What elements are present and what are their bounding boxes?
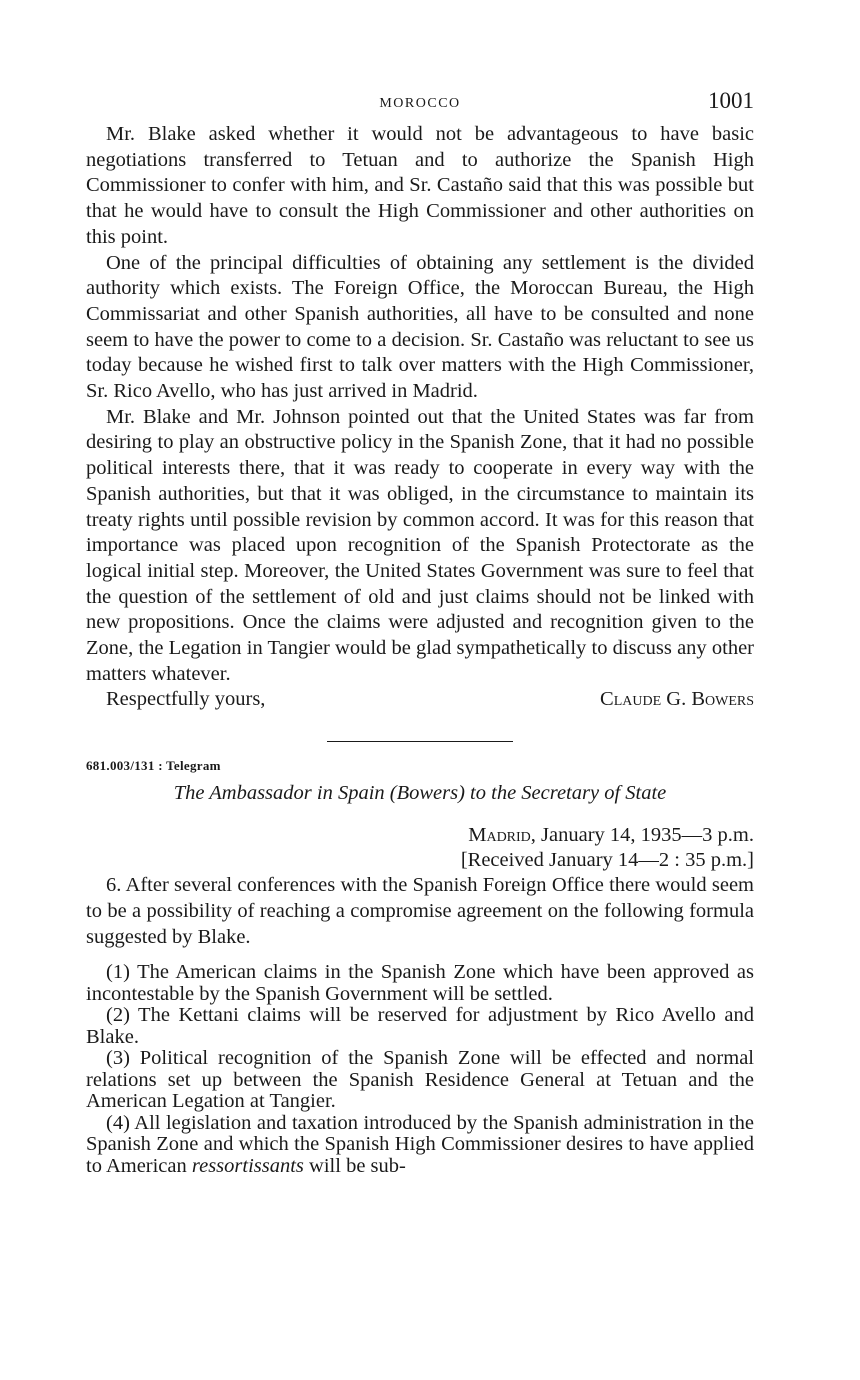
page-number: 1001 [708,88,754,113]
formula-item-4 [86,1113,754,1178]
date-sent-line [86,823,754,848]
document-page [86,88,754,1177]
running-header [86,88,754,122]
heading-from: The Ambassador in Spain [173,782,385,805]
section-divider [327,741,513,742]
letter-paragraph-1: Mr. Blake asked whether it would not be advantageous to have basic negotiations transferred to Tetuan and to authorize the Spanish High Commissioner to confer with him, and Sr. Castaño said that this was possible but that he would have to consult the High Commissioner and other authorities on this point. [86,123,754,248]
date-sent: , January 14, 1935—3 p.m. [530,824,754,847]
letter-signoff [86,687,754,713]
date-received: [Received January 14—2 : 35 p.m.] [460,849,754,872]
closing-salutation: Respectfully yours, [106,688,266,711]
document-heading: The Ambassador in Spain (Bowers) to the Secretary of State [173,782,667,805]
telegram-paragraph-6: 6. After several conferences with the Spanish Foreign Office there would seem to be a possibility of reaching a compromise agreement on the following formula suggested by Blake. [86,874,754,948]
letter-body [86,122,754,713]
formula-item-2: (2) The Kettani claims will be reserved for adjustment by Rico Avello and Blake. [86,1004,754,1048]
formula-list [86,962,754,1177]
signature: Claude G. Bowers [600,688,754,711]
formula-item-4-end: will be sub- [309,1154,406,1177]
letter-paragraph-2: One of the principal difficulties of obtaining any settlement is the divided authority which exists. The Foreign Office, the Moroccan Bureau, the High Commissariat and other Spanish authorities, all have to be consulted and none seem to have the power to come to a decision. Sr. Castaño was reluctant to see us today because he wished first to talk over matters with the High Commissioner, Sr. Rico Avello, who has just arrived in Madrid. [86,251,754,403]
heading-to: to the Secretary of State [470,782,667,805]
heading-name: Bowers [396,782,459,805]
dateline-place: Madrid [468,824,531,847]
formula-item-1: (1) The American claims in the Spanish Zone which have been approved as incontestable by the Spanish Government will be settled. [86,961,754,1005]
formula-item-4-text: (4) All legislation and taxation introduced by the Spanish administration in the Spanish Zone and which the Spanish High Commissioner desires to have applied to American [86,1111,754,1177]
running-title: MOROCCO [379,96,461,111]
dateline [86,823,754,873]
letter-paragraph-3: Mr. Blake and Mr. Johnson pointed out that the United States was far from desiring to play an obstructive policy in the Spanish Zone, that it had no possible political interests there, that it was ready to cooperate in every way with the Spanish authorities, but that it was obliged, in the circumstance to maintain its treaty rights until possible revision by common accord. It was for this reason that importance was placed upon recognition of the Spanish Protectorate as the logical initial step. Moreover, the United States Government was sure to feel that the question of the settlement of old and just claims should not be linked with new propositions. Once the claims were adjusted and recognition given to the Zone, the Legation in Tangier would be glad sympathetically to discuss any other matters whatever. [86,405,754,685]
file-reference: 681.003/131 : Telegram [86,758,221,774]
formula-item-4-term: ressortissants [191,1154,304,1177]
formula-item-3: (3) Political recognition of the Spanish Zone will be effected and normal relations set up between the Spanish Residence General at Tetuan and the American Legation at Tangier. [86,1047,754,1113]
